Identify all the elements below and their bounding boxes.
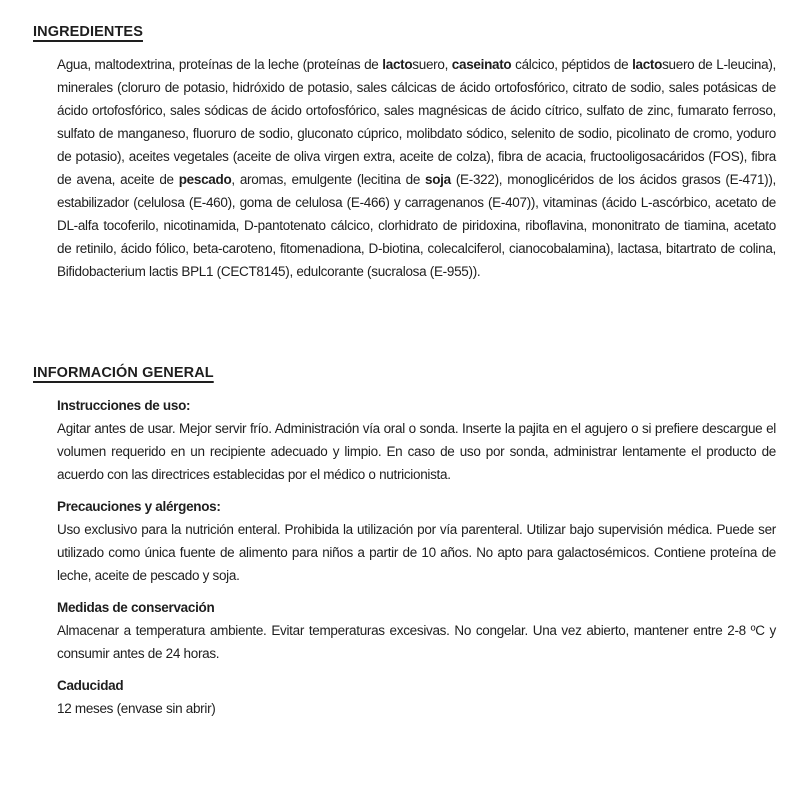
allergen-bold-text: caseinato bbox=[451, 57, 512, 72]
ingredient-text: Agua, maltodextrina, proteínas de la leche (proteínas de bbox=[57, 57, 383, 72]
general-info-heading: INFORMACIÓN GENERAL bbox=[33, 365, 214, 381]
subsection-precautions-body: Uso exclusivo para la nutrición enteral. Prohibida la utilización por vía parenteral. Utilizar bajo supervisión médica. Puede ser utilizado como única fuente de alimento para niños a partir de 10 años. No apto para galactosémicos. Contiene proteína de leche, aceite de pescado y soja. bbox=[57, 522, 776, 583]
subsection-expiry-body: 12 meses (envase sin abrir) bbox=[57, 701, 216, 716]
allergen-bold-text: lacto bbox=[382, 57, 413, 72]
subsection-expiry-heading: Caducidad bbox=[57, 678, 124, 693]
ingredients-paragraph bbox=[57, 53, 776, 283]
subsection-storage bbox=[57, 596, 776, 665]
subsection-expiry bbox=[57, 674, 776, 720]
subsection-precautions-heading: Precauciones y alérgenos: bbox=[57, 499, 221, 514]
ingredients-section bbox=[33, 24, 776, 283]
ingredient-text: (E-322), monoglicéridos de los ácidos grasos (E-471)), estabilizador (celulosa (E-460), goma de celulosa (E-466) y carragenanos (E-407)), vitaminas (ácido L-ascórbico, acetato de DL-alfa tocoferilo, nicotinamida, D-pantotenato cálcico, clorhidrato de piridoxina, riboflavina, mononitrato de tiamina, acetato de retinilo, ácido fólico, beta-caroteno, fitomenadiona, D-biotina, colecalciferol, cianocobalamina), lactasa, bitartrato de colina, Bifidobacterium lactis BPL1 (CECT8145), edulcorante (sucralosa (E-955)). bbox=[57, 172, 776, 279]
ingredients-heading: INGREDIENTES bbox=[33, 24, 143, 40]
ingredient-text: suero de L-leucina), minerales (cloruro de potasio, hidróxido de potasio, sales cálcicas de ácido ortofosfórico, citrato de sodio, sales potásicas de ácido ortofosfórico, sales sódicas de ácido ortofosfórico, sales magnésicas de ácido cítrico, sulfato de zinc, fumarato ferroso, sulfato de manganeso, fluoruro de sodio, gluconato cúprico, molibdato sódico, selenito de sodio, picolinato de cromo, yoduro de potasio), aceites vegetales (aceite de oliva virgen extra, aceite de colza), fibra de acacia, fructooligosacáridos (FOS), fibra de avena, aceite de bbox=[57, 57, 776, 187]
ingredient-text: suero, bbox=[412, 57, 452, 72]
allergen-bold-text: soja bbox=[425, 172, 451, 187]
ingredient-text: cálcico, péptidos de bbox=[511, 57, 633, 72]
subsection-instructions bbox=[57, 394, 776, 486]
subsection-instructions-heading: Instrucciones de uso: bbox=[57, 398, 191, 413]
allergen-bold-text: pescado bbox=[178, 172, 232, 187]
allergen-bold-text: lacto bbox=[632, 57, 663, 72]
subsection-instructions-body: Agitar antes de usar. Mejor servir frío. Administración vía oral o sonda. Inserte la pajita en el agujero o si prefiere descargue el volumen requerido en un recipiente adecuado y limpio. En caso de uso por sonda, administrar lentamente el producto de acuerdo con las directrices establecidas por el médico o nutricionista. bbox=[57, 421, 776, 482]
general-info-section bbox=[33, 365, 776, 720]
subsection-precautions-allergens bbox=[57, 495, 776, 587]
subsection-storage-heading: Medidas de conservación bbox=[57, 600, 215, 615]
ingredient-text: , aromas, emulgente (lecitina de bbox=[231, 172, 426, 187]
subsection-storage-body: Almacenar a temperatura ambiente. Evitar temperaturas excesivas. No congelar. Una vez abierto, mantener entre 2-8 ºC y consumir antes de 24 horas. bbox=[57, 623, 776, 661]
